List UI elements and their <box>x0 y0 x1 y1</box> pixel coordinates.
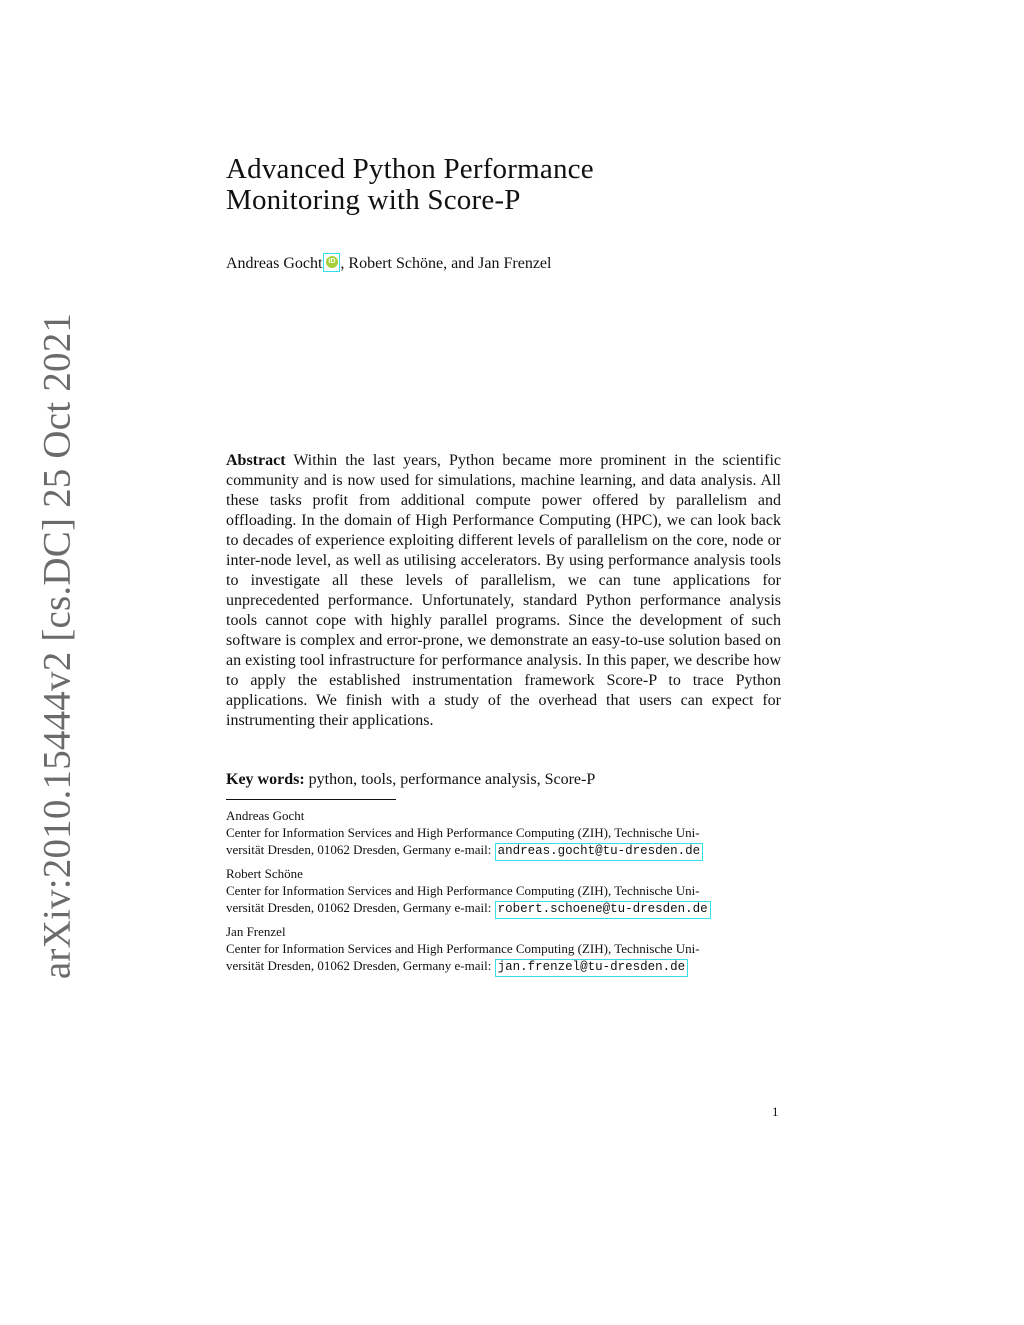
author-first: Andreas Gocht <box>226 255 323 272</box>
paper-title <box>226 154 786 216</box>
affiliation-name: Andreas Gocht <box>226 808 305 823</box>
title-line-1: Advanced Python Performance <box>226 153 594 185</box>
keywords <box>226 771 595 789</box>
affiliation-line-2 <box>226 841 786 860</box>
affiliation-address: versität Dresden, 01062 Dresden, Germany e-mail: <box>226 842 495 857</box>
abstract <box>226 451 781 731</box>
affiliation-address: versität Dresden, 01062 Dresden, Germany e-mail: <box>226 900 495 915</box>
affiliation-line-2 <box>226 899 786 918</box>
keywords-text: python, tools, performance analysis, Score-P <box>308 771 596 788</box>
keywords-label: Key words: <box>226 771 305 788</box>
title-line-2: Monitoring with Score-P <box>226 184 521 216</box>
affiliation-line-1: Center for Information Services and High Performance Computing (ZIH), Technische Uni- <box>226 883 700 898</box>
abstract-label: Abstract <box>226 452 286 469</box>
affiliation-name: Robert Schöne <box>226 866 303 881</box>
affiliation-line-2 <box>226 957 786 976</box>
arxiv-identifier-text: arXiv:2010.15444v2 [cs.DC] 25 Oct 2021 <box>35 312 79 980</box>
affiliation-line-1: Center for Information Services and High Performance Computing (ZIH), Technische Uni- <box>226 825 700 840</box>
page-number: 1 <box>772 1104 779 1119</box>
affiliation-address: versität Dresden, 01062 Dresden, Germany e-mail: <box>226 958 495 973</box>
abstract-text: Within the last years, Python became more prominent in the scientific community and is now used for simulations, machine learning, and data analysis. All these tasks profit from additional compute power offered by parallelism and offloading. In the domain of High Performance Computing (HPC), we can look back to decades of experience exploiting different levels of parallelism on the core, node or inter-node level, as well as utilising accelerators. By using performance analysis tools to investigate all these levels of parallelism, we can tune applications for unprecedented performance. Unfortunately, standard Python performance analysis tools cannot cope with highly parallel programs. Since the development of such software is complex and error-prone, we demonstrate an easy-to-use solution based on an existing tool infrastructure for performance analysis. In this paper, we describe how to apply the established instrumentation framework Score-P to trace Python applications. We finish with a study of the overhead that users can expect for instrumenting their applications. <box>226 452 781 729</box>
affiliation-gocht <box>226 807 786 860</box>
author-rest: , Robert Schöne, and Jan Frenzel <box>340 255 552 272</box>
affiliation-line-1: Center for Information Services and High Performance Computing (ZIH), Technische Uni- <box>226 941 700 956</box>
orcid-badge: iD <box>326 256 338 268</box>
email-link-gocht[interactable]: andreas.gocht@tu-dresden.de <box>495 843 704 861</box>
email-link-frenzel[interactable]: jan.frenzel@tu-dresden.de <box>495 959 689 977</box>
footnote-rule <box>226 799 396 800</box>
affiliation-frenzel <box>226 923 786 976</box>
orcid-icon[interactable] <box>323 253 340 272</box>
affiliation-name: Jan Frenzel <box>226 924 286 939</box>
author-list <box>226 253 551 273</box>
email-link-schoene[interactable]: robert.schoene@tu-dresden.de <box>495 901 711 919</box>
affiliation-schoene <box>226 865 786 918</box>
